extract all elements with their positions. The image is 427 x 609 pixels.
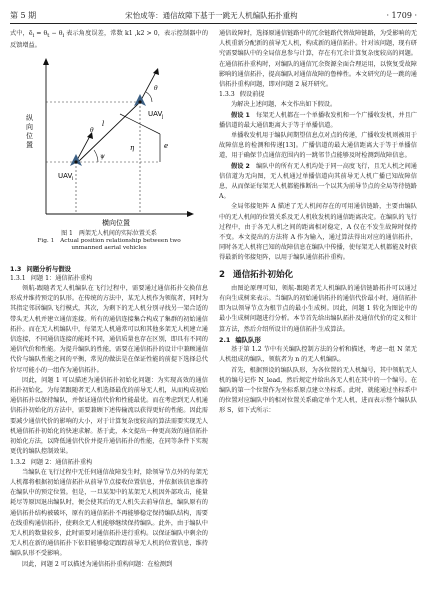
- subsection-heading: 1.3.1 问题 1：通信拓扑重构: [10, 274, 93, 282]
- subsection-heading: 1.3.3 假设前提: [219, 91, 265, 99]
- left-column: [10, 29, 208, 603]
- y-axis-label: 纵向位置: [26, 113, 33, 149]
- header-rule: [10, 23, 417, 24]
- x-axis-label: 横向位置: [102, 218, 130, 226]
- svg-text:UAV: UAV: [58, 171, 73, 180]
- svg-text:l: l: [102, 119, 105, 128]
- equation-note: 式中，ẽ$_i$ = $\theta_t - \theta_i$ 表示角度误差，常数 k1 ,k2 > 0，表示控制器中的反馈增益。: [10, 30, 208, 50]
- svg-text:ψ: ψ: [100, 152, 105, 160]
- uav-j-icon: [134, 94, 146, 106]
- right-column: [219, 29, 417, 603]
- svg-text:UAV: UAV: [148, 109, 163, 118]
- body-paragraph: 当编队在飞行过程中无任何通信故障发生时，除领导节点外的每架无人机都将根据初始通信拓扑从前导节点接收位置信息，并依据该信息维持在编队中的预定位置。但是，一旦某架中的某架无人机因外部攻击，能量耗尽等原因退出编队时，便会使其后的无人机失去前导信息，编队原有的通信拓扑结构被破坏，原有的通信拓扑不再能够稳定保持编队结构，需要在线重构通信拓扑，使剩余无人机能够继续保持编队。此外，由于编队中无人机的数量较多，此时需要对通信拓扑进行重构。以保证编队中剩余的无人机在新的通信拓扑下依旧能够稳定跟踪前导无人机的位置信息，维持编队队形不受影响。: [10, 468, 208, 558]
- issue-number: 第 5 期: [10, 10, 37, 20]
- position-diagram: [10, 54, 208, 226]
- subsection-heading: 2.1 编队队形: [219, 335, 261, 344]
- svg-text:j: j: [162, 113, 164, 120]
- page-number: · 1709 ·: [386, 10, 417, 20]
- svg-text:i: i: [72, 175, 74, 182]
- subsection-heading: 1.3.2 问题 2：通信拓扑重构: [10, 458, 93, 466]
- running-title: 宋怡成等：通信故障下基于一跳无人机编队拓扑重构: [125, 10, 298, 20]
- body-paragraph: 单播收发机用于编队间期望信息点对点的传递，广播收发机则被用于故障信息的检测和传递[13]。广播信道的最大通信距离大于等于单播信道，用于确保节点通信范围内的一跳邻节点能够及时检测到故障信息。: [219, 132, 417, 160]
- body-paragraph: 通信故障时，选择原通信链路中的冗余链路代替故障链路，为受影响的无人机重新分配新的前导无人机，构成新的通信拓扑。针对该问题，现有研究需要编队中的全局信息参与计算，存在有冗余计算复杂度较高的问题。在通信拓扑重构时，对编队的通信冗余资源全面合理运用，以恢复受故障影响的通信拓扑，提高编队对通信故障的鲁棒性。本文研究的是一跳的通信拓扑重构问题，即对问题 2 展开研究。: [219, 30, 417, 89]
- figure-1: [10, 54, 208, 264]
- running-header: [10, 8, 417, 22]
- figure-caption-en-2: unmanned aerial vehicles: [71, 245, 147, 252]
- figure-caption-en: Fig. 1 Actual position relationship between two: [37, 237, 181, 244]
- body-paragraph: 全局邻接矩阵 A 描述了无人机间存在的可用通信链路，主要由编队中的无人机间的位置关系及无人机收发机的通信距离决定。在编队的飞行过程中，由于各无人机之间的距离相对稳定，A 仅在不发生故障时保持不变。本文提出的方法将 A 作为输入，通过算法得出对应的通信拓扑，同时各无人机将已知的故障信息在编队中传播，使每架无人机都能及时获得最新的邻接矩阵，以用于编队通信拓扑重构。: [219, 203, 417, 262]
- section-heading-2: 2 通信拓扑初始化: [219, 269, 294, 280]
- svg-text:θ: θ: [90, 126, 94, 134]
- body-paragraph: 由图论原理可知，领航-跟随者无人机编队的通信链路拓扑可以通过有向生成树来表示。当编队的初始通信拓扑的通信代价最小时，通信拓扑即为以领导节点为根节点的最小生成树。因此，问题 1 转化为图论中的最小生成树问题进行分析。本节首先给出编队拓扑及通信代价的定义和计算方法，然后介绍所设计的通信拓扑生成算法。: [219, 284, 417, 333]
- section-heading: 1.3 问题分析与假设: [10, 264, 72, 273]
- body-paragraph: 因此，问题 2 可以描述为通信拓扑重构问题：在检测到: [22, 560, 173, 568]
- svg-text:θ: θ: [154, 84, 158, 92]
- assumption-1: 假设 1 每架无人机都在一个单播收发机和一个广播收发机，并且广播信道的最大通信距离大于等于单播信道。: [219, 111, 417, 129]
- figure-caption-cn: 图 1 两架无人机间的实际位置关系: [61, 229, 157, 237]
- body-paragraph: 基于第 1.2 节中有关编队控制方法的分析和描述，考虑一组 N 架无人机组成的编队，领航者为 n 的无人机编队。: [219, 346, 417, 364]
- body-paragraph: 为解决上述问题，本文作出如下假设。: [231, 101, 337, 109]
- svg-text:e: e: [164, 141, 169, 150]
- body-paragraph: 首先，根据预设的编队队形，为各位置的无人机编号，其中领航无人机的编号记作 N_lead，然后规定并给出各无人机在其中的一个编号。在编队的第一个位置作为坐标系原点建立坐标系。此时，就能通过坐标系中的位置对应编队中的相对位置关系确定单个无人机，进而表示整个编队队形 S，如下式所示：: [219, 366, 417, 415]
- body-paragraph: 因此，问题 1 可以描述为通信拓扑初始化问题：为实现高效的通信拓扑初始化，为每架跟随者无人机选择最优的前导无人机，从而构成初始通信拓扑以保持编队，并保证通信代价和性能最优。而在考虑到无人机通信拓扑初始化的方法中，需要兼顾下述传输流以获得更好的性能。因此需要减少通信代价的影响的大小，对于计算复杂度较高的算法需要实现无人机通信拓扑初始化的快速求解。基于此，本文提出一种更高效的通信拓扑初始化方法，以降低通信代价并提升通信拓扑的性能，在同等条件下实现更优的编队控制效果。: [10, 376, 208, 456]
- svg-text:η: η: [130, 143, 135, 152]
- assumption-2: 假设 2 编队中的所有无人机均处于同一高度飞行，且无人机之间通信信道为无向图，无人机通过单播信道向其前导无人机广播已知故障信息，从而保证每架无人机都能推断出一个以其为前导节点的全局等待链路 A。: [219, 162, 417, 201]
- body-paragraph: 领航-跟随者无人机编队在飞行过程中，需要通过通信拓扑交换信息形成并维持预定的队形。在传统的方法中，某无人机作为领航者，同时为其指定邻居编队飞行模式，其次，为剩下的无人机分别寻找另一架合适的带头无人机并建立通信连接。所有的通信连接集合构成了集群的初始通信拓扑。而在无人机编队中，每架无人机通常可以和其他多架无人机建立通信连接，不同通信连接的能耗不同，通信质量也存在区别，即具有不同的通信代价和性能。为提升编队的性能，需要在通信拓扑的设计中兼顾通信代价与编队性能之间的平衡，常见的做法是在保证性能的前提下选择总代价尽可能小的一组作为通信拓扑。: [10, 285, 208, 374]
